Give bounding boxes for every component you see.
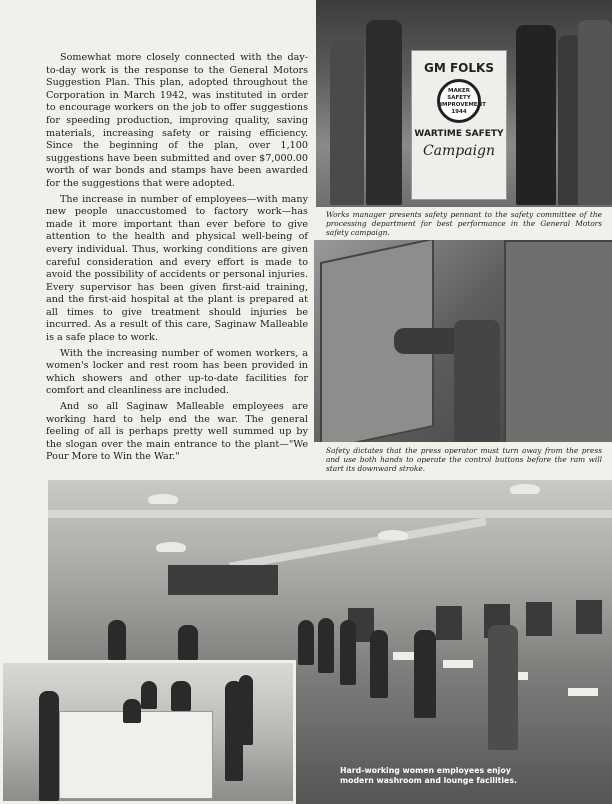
person-figure [578,20,612,205]
ceiling-lamp [156,542,186,552]
person-figure [141,681,157,709]
wall-mirror [436,606,462,640]
sign-script: Campaign [422,143,496,159]
press-operator-figure [454,320,500,442]
ceiling-lamp [378,530,408,540]
person-figure [298,620,314,665]
person-figure [39,691,59,801]
person-figure [558,35,580,205]
sign-heading: GM FOLKS [424,61,494,75]
person-figure [370,630,388,698]
article-paragraph: Somewhat more closely connected with the day-to-day work is the response to the General Motors Suggestion Plan. This plan, adopted throughout the Corporation in March 1942, was instituted in order to encourage workers on the job to offer suggestions for speeding production, improving quality, saving materials, increasing safety or raising efficiency. Since the beginning of the plan, over 1,100 suggestions have been submitted and over $7,000.00 worth of war bonds and stamps have been awarded for the suggestions that were adopted. [46,52,308,189]
article-text-column [46,52,308,467]
ceiling-beam [48,510,612,518]
person-figure [171,681,191,711]
photo-caption-top: Works manager presents safety pennant to the safety committee of the processing department for best performance in the General Motors safety campaign. [326,210,602,237]
safety-seal-emblem [437,79,486,123]
photo-caption-bottom: Hard-working women employees enjoy modern washroom and lounge facilities. [340,766,517,785]
safety-pennant-photo [316,0,612,207]
article-paragraph: And so all Saginaw Malleable employees are working hard to help end the war. The general feeling of all is perhaps pretty well summed up by the slogan over the main entrance to the plant—"We Pour More to Win the War." [46,401,308,463]
photo-caption-middle: Safety dictates that the press operator must turn away from the press and use both hands to operate the control buttons before the ram will start its downward stroke. [326,446,602,473]
seal-text: SAFETY [447,95,471,101]
ceiling-lamp [510,484,540,494]
lounge-inset-photo [0,660,296,804]
seal-text: 1944 [451,109,467,115]
person-figure [488,625,518,750]
washroom-sink [443,660,473,668]
article-paragraph: The increase in number of employees—with many new people unaccustomed to factory work—has made it more important than ever before to give attention to the health and physical well-being of every individual. Thus, working conditions are given careful consideration and every effort is made to avoid the possibility of accidents or personal injuries. Every supervisor has been given first-aid training, and the first-aid hospital at the plant is prepared at all times to give treatment should injuries be incurred. As a result of this care, Saginaw Malleable is a safe place to work. [46,193,308,344]
seal-text: MAKER [448,88,470,94]
person-figure [340,620,356,685]
person-figure [414,630,436,718]
press-machine [504,240,612,442]
wall-mirror [526,602,552,636]
ceiling-beam [229,517,486,570]
person-figure [123,699,141,723]
person-figure [239,675,253,745]
press-operator-photo [314,240,612,442]
washroom-sink [568,688,598,696]
ceiling-lamp [148,494,178,504]
person-figure [318,618,334,673]
person-figure [178,625,198,660]
person-figure [516,25,556,205]
person-figure [108,620,126,660]
article-paragraph: With the increasing number of women workers, a women's locker and rest room has been provided in which showers and other up-to-date facilities for comfort and cleanliness are included. [46,347,308,397]
person-figure [330,40,364,205]
wall-mirror [576,600,602,634]
overhead-vent [168,565,278,595]
lounge-counter [59,711,213,799]
sign-subheading: WARTIME SAFETY [414,129,504,139]
seal-text: IMPROVEMENT [440,102,486,108]
person-figure [366,20,402,205]
safety-campaign-sign [411,50,507,200]
